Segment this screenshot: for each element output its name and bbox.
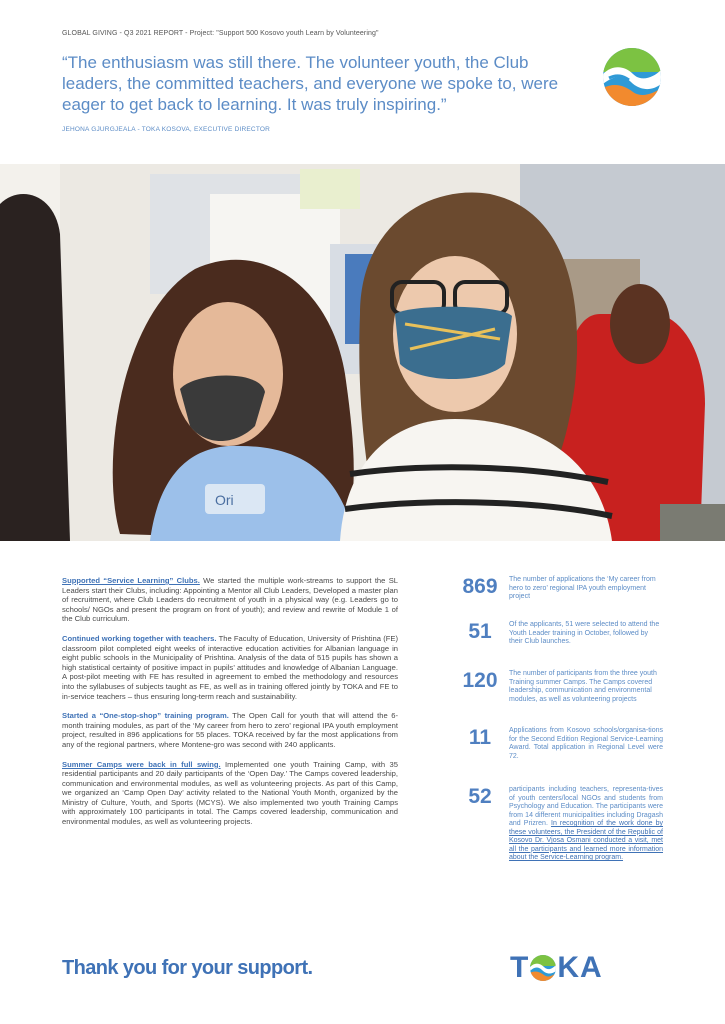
stat-item — [453, 727, 663, 761]
name-tag-text: Ori — [215, 492, 234, 508]
brand-circle-icon — [530, 955, 556, 981]
body-text-column — [62, 576, 398, 837]
report-header: GLOBAL GIVING - Q3 2021 REPORT - Project: "Support 500 Kosovo youth Learn by Volunteering" — [62, 30, 379, 37]
toka-logo-icon — [603, 48, 661, 106]
stat-item — [453, 786, 663, 863]
stat-number: 52 — [468, 785, 492, 808]
section-text: We started the multiple work-streams to support the SL Leaders start their Clubs, including: Appointing a Mentor all Club Leaders, Developed a master plan of recruitment, where Club Leaders do recruitment of youth in a physical way (e.g. Leaders go to schools/ NGOs and present the program on front of youth); and review and rewrite of Module 1 of the Club curriculum. — [62, 576, 398, 624]
stat-number: 11 — [468, 726, 492, 749]
quote-attribution: JEHONA GJURGJEALA - TOKA KOSOVA, EXECUTIVE DIRECTOR — [62, 126, 271, 133]
stat-number: 51 — [468, 620, 492, 643]
stat-description: Applications from Kosovo schools/organisa-tions for the Second Edition Regional Service-Learning Award. Total application in Regional Level were 72. — [509, 727, 663, 760]
stat-number: 120 — [462, 669, 498, 692]
section-lead: Continued working together with teachers. — [62, 633, 217, 643]
section-text: The Open Call for youth that will attend the 6-month training modules, as part of the ‘My career from hero to zero’ regional IPA youth employment project, resulted in 896 applications for 55 places. TOKA received by far the most applications from any of the regional partners, where Montene-gro was second with 240 applicants. — [62, 711, 398, 749]
stat-description — [507, 786, 663, 863]
section-lead: Started a “One-stop-shop” training program. — [62, 711, 229, 721]
hero-photo — [0, 164, 725, 541]
stat-number: 869 — [462, 575, 498, 598]
pull-quote: “The enthusiasm was still there. The volunteer youth, the Club leaders, the committed teachers, and everyone we spoke to, were eager to get back to learning. It was truly inspiring.” — [62, 53, 559, 114]
section-training — [62, 711, 398, 749]
stat-description: The number of applications the ‘My career from hero to zero’ regional IPA youth employment project — [509, 576, 656, 600]
stat-text-underlined: In recognition of the work done by these volunteers, the President of the Republic of Kosovo Dr. Vjosa Osmani conducted a visit, met all the participants and learned more information about the Service-Learning program. — [509, 820, 663, 861]
stat-item — [453, 576, 663, 602]
stat-item — [453, 670, 663, 704]
toka-brand-logo — [510, 950, 603, 986]
brand-letters-ka: KA — [557, 951, 603, 984]
stat-description: Of the applicants, 51 were selected to attend the Youth Leader training in October, followed by their Club launches. — [509, 621, 660, 645]
section-text: The Faculty of Education, University of Prishtina (FE) classroom pilot completed eight weeks of interactive education activities for Albanian language in eight public schools in the Municipality of Prishtina. Analysis of the data of 515 pupils has shown a high statistical certainty of positive impact in pupils’ attitudes and knowledge of Albanian Language. A post-pilot meeting with FE has resulted in agreement to embed the methodology and resources into the syllabuses of subjects taught as FE, as well as in training offered jointly by TOKA and FE to in-service teachers – thus ensuring long-term reach and sustainability. — [62, 633, 398, 701]
section-text: Implemented one youth Training Camp, with 35 residential participants and 20 daily participants of the ‘Open Day.’ The Camps covered leadership, communication and environmental modules, as well as volunteering projects. As part of this Camp, we organized an ‘Camp Open Day’ activity related to the National Youth Month, organized by the Ministry of Culture, Youth, and Sports (MCYS). We also implemented two youth Training Camps with approximately 100 participants in total. The Camps covered leadership, communication and environmental modules, as well as volunteering projects. — [62, 759, 398, 827]
brand-letter-t: T — [510, 951, 530, 984]
section-teachers — [62, 634, 398, 701]
stat-description: The number of participants from the three youth Training summer Camps. The Camps covered leadership, communication and environmental modules, as well as volunteering projects — [509, 670, 657, 703]
students-photo-illustration — [0, 164, 725, 541]
stat-item — [453, 621, 663, 647]
section-lead: Summer Camps were back in full swing. — [62, 759, 221, 769]
stat-text-plain: participants including teachers, representa-tives of youth centers/local NGOs and students from Psychology and Education. The participants were from 14 different municipalities including Dragash and Prizren. — [509, 786, 663, 827]
section-clubs — [62, 576, 398, 624]
thank-you-message: Thank you for your support. — [62, 957, 313, 979]
section-camps — [62, 760, 398, 827]
section-lead: Supported “Service Learning” Clubs. — [62, 576, 200, 585]
